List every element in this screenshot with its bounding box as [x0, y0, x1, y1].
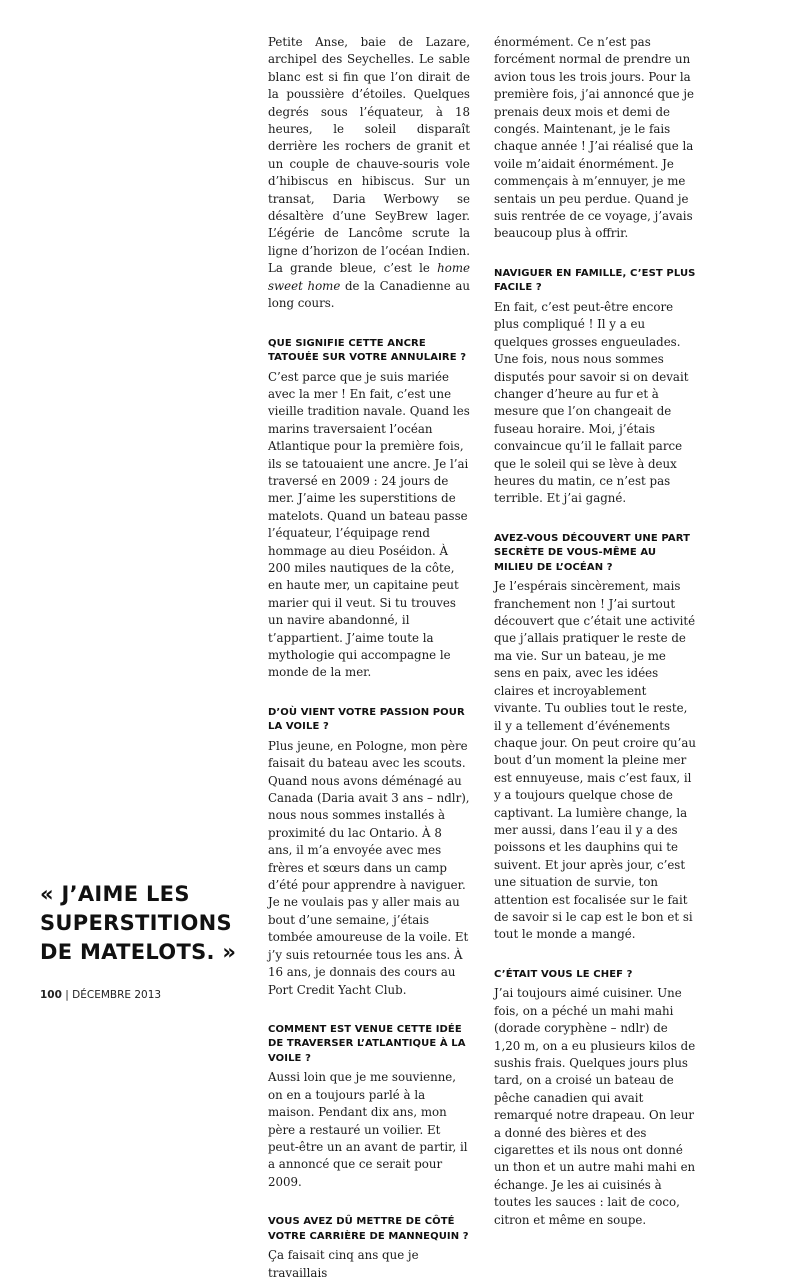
answer-paragraph: J’ai toujours aimé cuisiner. Une fois, on a péché un mahi mahi (dorade coryphène – ndlr) de 1,20 m, on a eu plusieurs kilos de sushis frais. Quelques jours plus tard, on a croisé un bateau de pêche canadien qui avait remarqué notre drapeau. On leur a donné des bières et des cigarettes et ils nous ont donné un thon et un autre mahi mahi en échange. Je les ai cuisinés à toutes les sauces : lait de coco, citron et même en soupe.: [494, 986, 696, 1227]
answer-paragraph-part1: Ça faisait cinq ans que je travaillais: [268, 1248, 419, 1280]
folio-separator: |: [65, 989, 69, 1001]
question-heading: AVEZ-VOUS DÉCOUVERT UNE PART SECRÈTE DE VOUS-MÊME AU MILIEU DE L’OCÉAN ?: [494, 532, 691, 573]
question-heading: COMMENT EST VENUE CETTE IDÉE DE TRAVERSER L’ATLANTIQUE À LA VOILE ?: [268, 1023, 466, 1064]
intro-paragraph: [268, 34, 470, 313]
question-heading: C’ÉTAIT VOUS LE CHEF ?: [494, 968, 633, 980]
question-heading: D’OÙ VIENT VOTRE PASSION POUR LA VOILE ?: [268, 706, 465, 733]
intro-italic: home sweet home: [268, 261, 470, 293]
intro-end: de la Canadienne au long cours.: [268, 278, 470, 311]
answer-paragraph: Aussi loin que je me souvienne, on en a toujours parlé à la maison. Pendant dix ans, mon père a restauré un voilier. Et peut-être un an avant de partir, il a annoncé que ce serait pour 2009.: [268, 1070, 468, 1189]
pull-quote: « J’AIME LES SUPERSTITIONS DE MATELOTS. »: [40, 882, 237, 964]
answer-paragraph: Je l’espérais sincèrement, mais franchement non ! J’ai surtout découvert que c’était une activité que j’allais pratiquer le reste de ma vie. Sur un bateau, je me sens en paix, avec les idées claires et incroyablement vivante. Tu oublies tout le reste, il y a tellement d’événements chaque jour. On peut croire qu’au bout d’un moment la pleine mer est ennuyeuse, mais c’est faux, il y a toujours quelque chose de captivant. La lumière change, la mer aussi, dans l’eau il y a des poissons et les dauphins qui te suivent. Et jour après jour, c’est une situation de survie, ton attention est focalisée sur le fait de savoir si le cap est le bon et si tout le monde a mangé.: [494, 579, 696, 942]
page-number: 100: [40, 989, 62, 1001]
article-column-left: [268, 34, 470, 1282]
question-heading: QUE SIGNIFIE CETTE ANCRE TATOUÉE SUR VOTRE ANNULAIRE ?: [268, 337, 467, 363]
answer-paragraph: En fait, c’est peut-être encore plus compliqué ! Il y a eu quelques grosses engueulades. Une fois, nous nous sommes disputés pour savoir si on devait changer d’heure au fur et à mesure que l’on changeait de fuseau horaire. Moi, j’étais convaincue qu’il le fallait parce que le soleil qui se lève à deux heures du matin, ce n’est pas terrible. Et j’ai gagné.: [494, 299, 689, 506]
question-heading: VOUS AVEZ DÛ METTRE DE CÔTÉ VOTRE CARRIÈRE DE MANNEQUIN ?: [268, 1216, 469, 1242]
answer-paragraph: Plus jeune, en Pologne, mon père faisait du bateau avec les scouts. Quand nous avons déménagé au Canada (Daria avait 3 ans – ndlr), nous nous sommes installés à proximité du lac Ontario. À 8 ans, il m’a envoyée avec mes frères et sœurs dans un camp d’été pour apprendre à naviguer. Je ne voulais pas y aller mais au bout d’une semaine, j’étais tombée amoureuse de la voile. Et j’y suis retournée tous les ans. À 16 ans, je donnais des cours au Port Credit Yacht Club.: [268, 738, 470, 997]
page-footer: [40, 989, 161, 1001]
answer-paragraph: C’est parce que je suis mariée avec la mer ! En fait, c’est une vieille tradition navale. Quand les marins traversaient l’océan Atlantique pour la première fois, ils se tatouaient une ancre. Je l’ai traversé en 2009 : 24 jours de mer. J’aime les superstitions de matelots. Quand un bateau passe l’équateur, l’équipage rend hommage au dieu Poséidon. À 200 miles nautiques de la côte, en haute mer, un capitaine peut marier qui il veut. Si tu trouves un navire abandonné, il t’appartient. J’aime toute la mythologie qui accompagne le monde de la mer.: [268, 369, 470, 680]
article-column-right: [494, 34, 696, 1229]
question-heading: NAVIGUER EN FAMILLE, C’EST PLUS FACILE ?: [494, 267, 696, 294]
issue-date: DÉCEMBRE 2013: [72, 989, 162, 1001]
intro-text: Petite Anse, baie de Lazare, archipel des Seychelles. Le sable blanc est si fin que l’on dirait de la poussière d’étoiles. Quelques degrés sous l’équateur, à 18 heures, le soleil disparaît derrière les rochers de granit et un couple de chauve-souris vole d’hibiscus en hibiscus. Sur un transat, Daria Werbowy se désaltère d’une SeyBrew lager. L’égérie de Lancôme scrute la ligne d’horizon de l’océan Indien. La grande bleue, c’est le: [268, 35, 470, 276]
answer-paragraph-part2: énormément. Ce n’est pas forcément normal de prendre un avion tous les trois jours. Pour la première fois, j’ai annoncé que je prenais deux mois et demi de congés. Maintenant, je le fais chaque année ! J’ai réalisé que la voile m’aidait énormément. Je commençais à m’ennuyer, je me sentais un peu perdue. Quand je suis rentrée de ce voyage, j’avais beaucoup plus à offrir.: [494, 35, 695, 241]
